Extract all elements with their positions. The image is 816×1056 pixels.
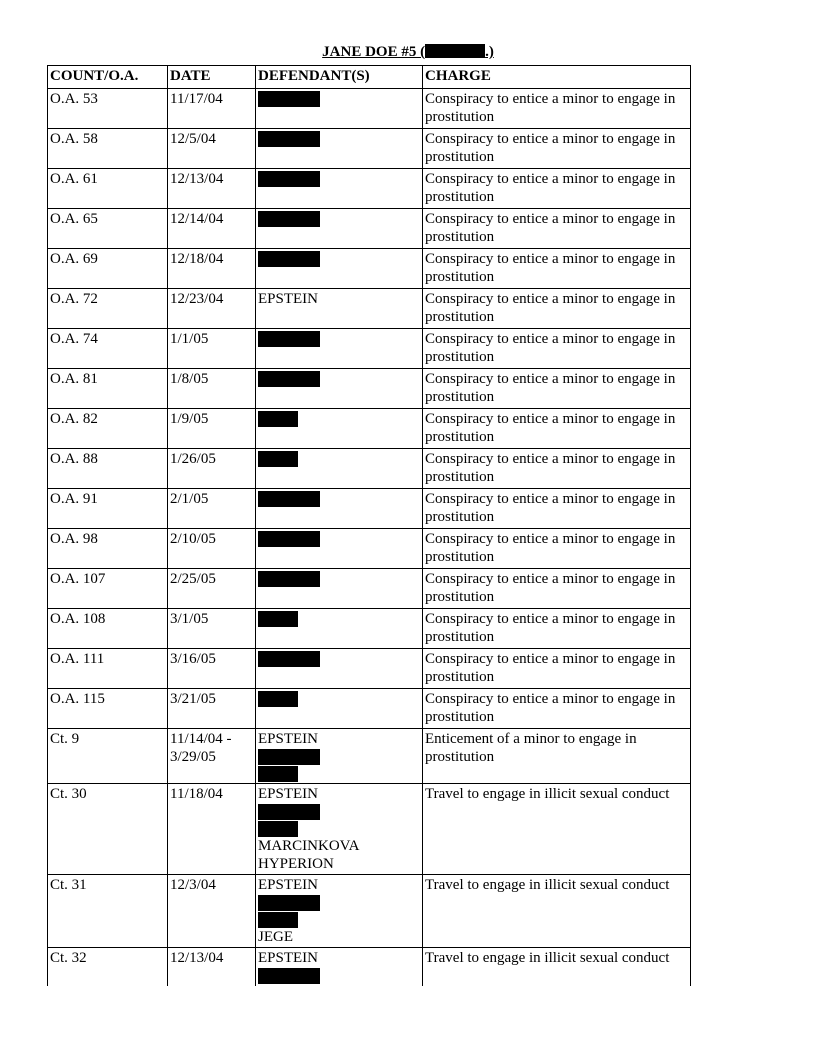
header-charge: CHARGE — [423, 66, 691, 89]
defendants-cell — [256, 289, 423, 329]
count-cell: Ct. 31 — [48, 875, 168, 948]
table-row — [48, 729, 691, 784]
charge-cell: Conspiracy to entice a minor to engage in prostitution — [423, 489, 691, 529]
date-cell: 12/23/04 — [168, 289, 256, 329]
charge-cell: Conspiracy to entice a minor to engage in prostitution — [423, 369, 691, 409]
date-cell: 12/18/04 — [168, 249, 256, 289]
count-cell: Ct. 30 — [48, 784, 168, 875]
redaction-bar — [425, 44, 485, 58]
document-title — [0, 43, 816, 61]
defendants-cell — [256, 875, 423, 948]
table-row — [48, 875, 691, 948]
redaction-bar — [258, 451, 298, 467]
charge-cell: Conspiracy to entice a minor to engage in prostitution — [423, 529, 691, 569]
count-cell: O.A. 72 — [48, 289, 168, 329]
redaction-bar — [258, 651, 320, 667]
table-row — [48, 569, 691, 609]
redaction-bar — [258, 912, 298, 928]
charge-cell: Conspiracy to entice a minor to engage in prostitution — [423, 689, 691, 729]
count-cell: O.A. 65 — [48, 209, 168, 249]
defendant-name: EPSTEIN — [258, 786, 318, 802]
defendants-cell — [256, 129, 423, 169]
date-cell: 11/17/04 — [168, 89, 256, 129]
defendant-name: HYPERION — [258, 856, 334, 872]
defendant-name: EPSTEIN — [258, 877, 318, 893]
date-cell: 1/26/05 — [168, 449, 256, 489]
redaction-bar — [258, 571, 320, 587]
table-row — [48, 169, 691, 209]
count-cell: O.A. 107 — [48, 569, 168, 609]
date-cell: 12/13/04 — [168, 169, 256, 209]
charge-cell: Travel to engage in illicit sexual conduct — [423, 875, 691, 948]
defendants-cell — [256, 449, 423, 489]
count-cell: O.A. 82 — [48, 409, 168, 449]
defendants-cell — [256, 569, 423, 609]
charge-cell: Conspiracy to entice a minor to engage in prostitution — [423, 569, 691, 609]
charges-table — [47, 65, 691, 986]
redaction-bar — [258, 968, 320, 984]
count-cell: Ct. 32 — [48, 948, 168, 987]
defendants-cell — [256, 729, 423, 784]
count-cell: O.A. 91 — [48, 489, 168, 529]
date-cell: 3/21/05 — [168, 689, 256, 729]
redaction-bar — [258, 691, 298, 707]
redaction-bar — [258, 411, 298, 427]
count-cell: O.A. 53 — [48, 89, 168, 129]
count-cell: O.A. 88 — [48, 449, 168, 489]
date-cell: 2/1/05 — [168, 489, 256, 529]
table-row — [48, 129, 691, 169]
charge-cell: Conspiracy to entice a minor to engage in prostitution — [423, 129, 691, 169]
defendants-cell — [256, 249, 423, 289]
redaction-bar — [258, 766, 298, 782]
count-cell: O.A. 98 — [48, 529, 168, 569]
defendants-cell — [256, 409, 423, 449]
redaction-bar — [258, 531, 320, 547]
table-row — [48, 369, 691, 409]
date-cell: 11/18/04 — [168, 784, 256, 875]
defendant-name: EPSTEIN — [258, 950, 318, 966]
header-defendants: DEFENDANT(S) — [256, 66, 423, 89]
redaction-bar — [258, 611, 298, 627]
charge-cell: Conspiracy to entice a minor to engage in prostitution — [423, 329, 691, 369]
redaction-bar — [258, 821, 298, 837]
charge-cell: Conspiracy to entice a minor to engage in prostitution — [423, 649, 691, 689]
charge-cell: Conspiracy to entice a minor to engage in prostitution — [423, 169, 691, 209]
count-cell: O.A. 115 — [48, 689, 168, 729]
redaction-bar — [258, 491, 320, 507]
table-row — [48, 449, 691, 489]
redaction-bar — [258, 211, 320, 227]
header-date: DATE — [168, 66, 256, 89]
charge-cell: Conspiracy to entice a minor to engage in prostitution — [423, 209, 691, 249]
redaction-bar — [258, 91, 320, 107]
date-cell: 3/1/05 — [168, 609, 256, 649]
table-header-row — [48, 66, 691, 89]
charge-cell: Conspiracy to entice a minor to engage in prostitution — [423, 289, 691, 329]
title-suffix: .) — [485, 44, 494, 60]
table-row — [48, 329, 691, 369]
charge-cell: Travel to engage in illicit sexual conduct — [423, 948, 691, 987]
defendants-cell — [256, 329, 423, 369]
charge-cell: Conspiracy to entice a minor to engage in prostitution — [423, 409, 691, 449]
defendants-cell — [256, 169, 423, 209]
date-cell: 1/8/05 — [168, 369, 256, 409]
defendants-cell — [256, 649, 423, 689]
table-row — [48, 249, 691, 289]
defendant-name: EPSTEIN — [258, 291, 318, 307]
charge-cell: Conspiracy to entice a minor to engage in prostitution — [423, 249, 691, 289]
table-row — [48, 784, 691, 875]
redaction-bar — [258, 371, 320, 387]
redaction-bar — [258, 331, 320, 347]
defendants-cell — [256, 609, 423, 649]
date-cell: 11/14/04 - 3/29/05 — [168, 729, 256, 784]
date-cell: 12/13/04 — [168, 948, 256, 987]
table-row — [48, 609, 691, 649]
date-cell: 3/16/05 — [168, 649, 256, 689]
count-cell: O.A. 108 — [48, 609, 168, 649]
table-row — [48, 948, 691, 987]
defendant-name: JEGE — [258, 929, 293, 945]
redaction-bar — [258, 804, 320, 820]
count-cell: O.A. 81 — [48, 369, 168, 409]
date-cell: 2/10/05 — [168, 529, 256, 569]
table-row — [48, 649, 691, 689]
count-cell: O.A. 58 — [48, 129, 168, 169]
defendant-name: MARCINKOVA — [258, 838, 360, 854]
defendants-cell — [256, 529, 423, 569]
defendants-cell — [256, 369, 423, 409]
redaction-bar — [258, 749, 320, 765]
defendants-cell — [256, 89, 423, 129]
table-row — [48, 89, 691, 129]
redaction-bar — [258, 251, 320, 267]
charge-cell: Conspiracy to entice a minor to engage in prostitution — [423, 449, 691, 489]
table-row — [48, 209, 691, 249]
title-prefix: JANE DOE #5 ( — [322, 44, 426, 60]
date-cell: 1/1/05 — [168, 329, 256, 369]
defendants-cell — [256, 948, 423, 987]
charge-cell: Travel to engage in illicit sexual conduct — [423, 784, 691, 875]
date-cell: 12/3/04 — [168, 875, 256, 948]
table-row — [48, 529, 691, 569]
count-cell: O.A. 69 — [48, 249, 168, 289]
charge-cell: Conspiracy to entice a minor to engage in prostitution — [423, 609, 691, 649]
defendants-cell — [256, 689, 423, 729]
charge-cell: Enticement of a minor to engage in prostitution — [423, 729, 691, 784]
defendants-cell — [256, 209, 423, 249]
defendants-cell — [256, 784, 423, 875]
count-cell: O.A. 74 — [48, 329, 168, 369]
table-row — [48, 489, 691, 529]
count-cell: Ct. 9 — [48, 729, 168, 784]
date-cell: 2/25/05 — [168, 569, 256, 609]
defendant-name: EPSTEIN — [258, 731, 318, 747]
table-row — [48, 409, 691, 449]
date-cell: 1/9/05 — [168, 409, 256, 449]
count-cell: O.A. 111 — [48, 649, 168, 689]
date-cell: 12/14/04 — [168, 209, 256, 249]
table-row — [48, 289, 691, 329]
date-cell: 12/5/04 — [168, 129, 256, 169]
table-row — [48, 689, 691, 729]
count-cell: O.A. 61 — [48, 169, 168, 209]
redaction-bar — [258, 131, 320, 147]
charge-cell: Conspiracy to entice a minor to engage in prostitution — [423, 89, 691, 129]
redaction-bar — [258, 171, 320, 187]
header-count: COUNT/O.A. — [48, 66, 168, 89]
redaction-bar — [258, 895, 320, 911]
defendants-cell — [256, 489, 423, 529]
